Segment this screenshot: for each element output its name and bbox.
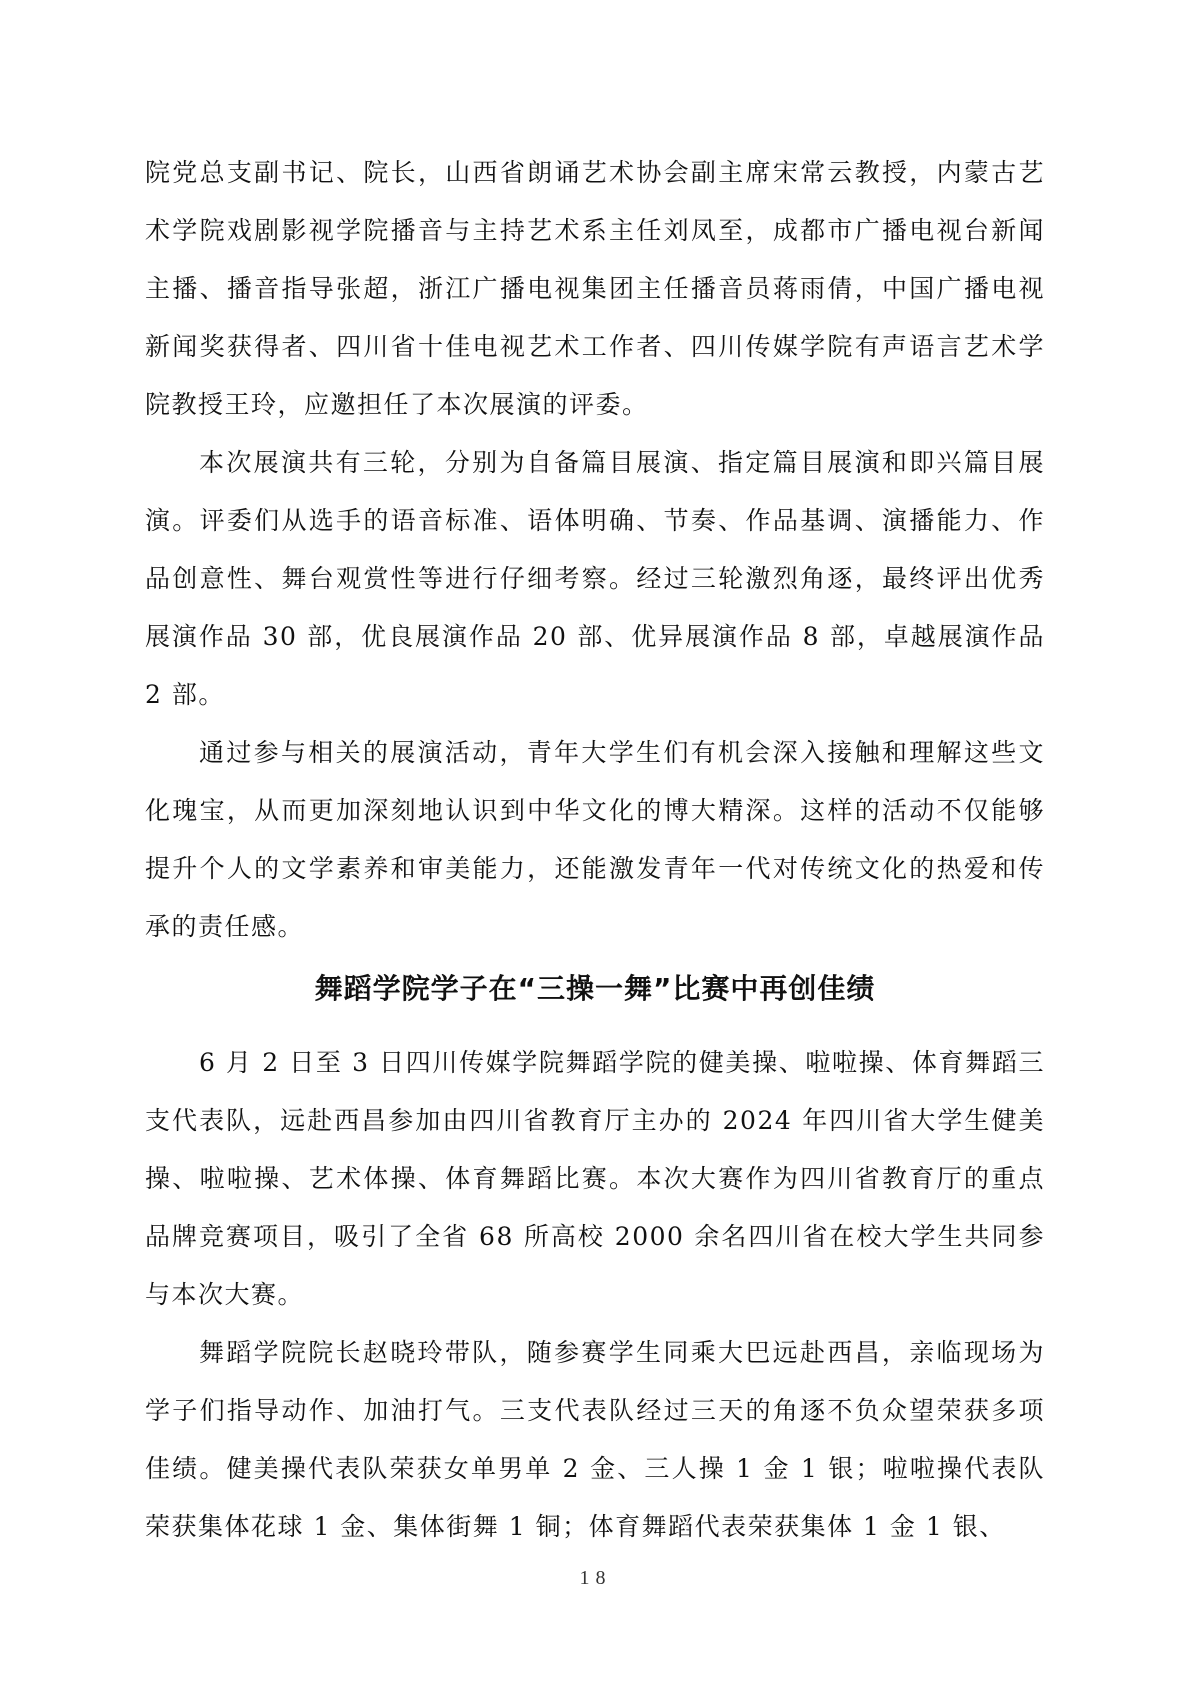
article-title: 舞蹈学院学子在“三操一舞”比赛中再创佳绩 [314, 972, 876, 1005]
paragraph-rounds: 本次展演共有三轮，分别为自备篇目展演、指定篇目展演和即兴篇目展演。评委们从选手的语音标准、语体明确、节奏、作品基调、演播能力、作品创意性、舞台观赏性等进行仔细考察。经过三轮激烈角逐，最终评出优秀展演作品 30 部，优良展演作品 20 部、优异展演作品 8 部，卓越展演作品 2 部。 [145, 448, 1045, 709]
article-body [145, 1034, 1045, 1556]
paragraph-competition: 6 月 2 日至 3 日四川传媒学院舞蹈学院的健美操、啦啦操、体育舞蹈三支代表队，远赴西昌参加由四川省教育厅主办的 2024 年四川省大学生健美操、啦啦操、艺术体操、体育舞蹈比赛。本次大赛作为四川省教育厅的重点品牌竞赛项目，吸引了全省 68 所高校 2000 余名四川省在校大学生共同参与本次大赛。 [145, 1048, 1045, 1309]
paragraph-significance: 通过参与相关的展演活动，青年大学生们有机会深入接触和理解这些文化瑰宝，从而更加深刻地认识到中华文化的博大精深。这样的活动不仅能够提升个人的文学素养和审美能力，还能激发青年一代对传统文化的热爱和传承的责任感。 [145, 738, 1045, 941]
article-continuation [145, 144, 1045, 956]
paragraph-judges: 院党总支副书记、院长，山西省朗诵艺术协会副主席宋常云教授，内蒙古艺术学院戏剧影视学院播音与主持艺术系主任刘凤至，成都市广播电视台新闻主播、播音指导张超，浙江广播电视集团主任播音员蒋雨倩，中国广播电视新闻奖获得者、四川省十佳电视艺术工作者、四川传媒学院有声语言艺术学院教授王玲，应邀担任了本次展演的评委。 [145, 158, 1045, 419]
paragraph-results: 舞蹈学院院长赵晓玲带队，随参赛学生同乘大巴远赴西昌，亲临现场为学子们指导动作、加油打气。三支代表队经过三天的角逐不负众望荣获多项佳绩。健美操代表队荣获女单男单 2 金、三人操 1 金 1 银；啦啦操代表队荣获集体花球 1 金、集体街舞 1 铜；体育舞蹈代表荣获集体 1 金 1 银、 [145, 1338, 1045, 1541]
page-number: 18 [579, 1567, 612, 1589]
